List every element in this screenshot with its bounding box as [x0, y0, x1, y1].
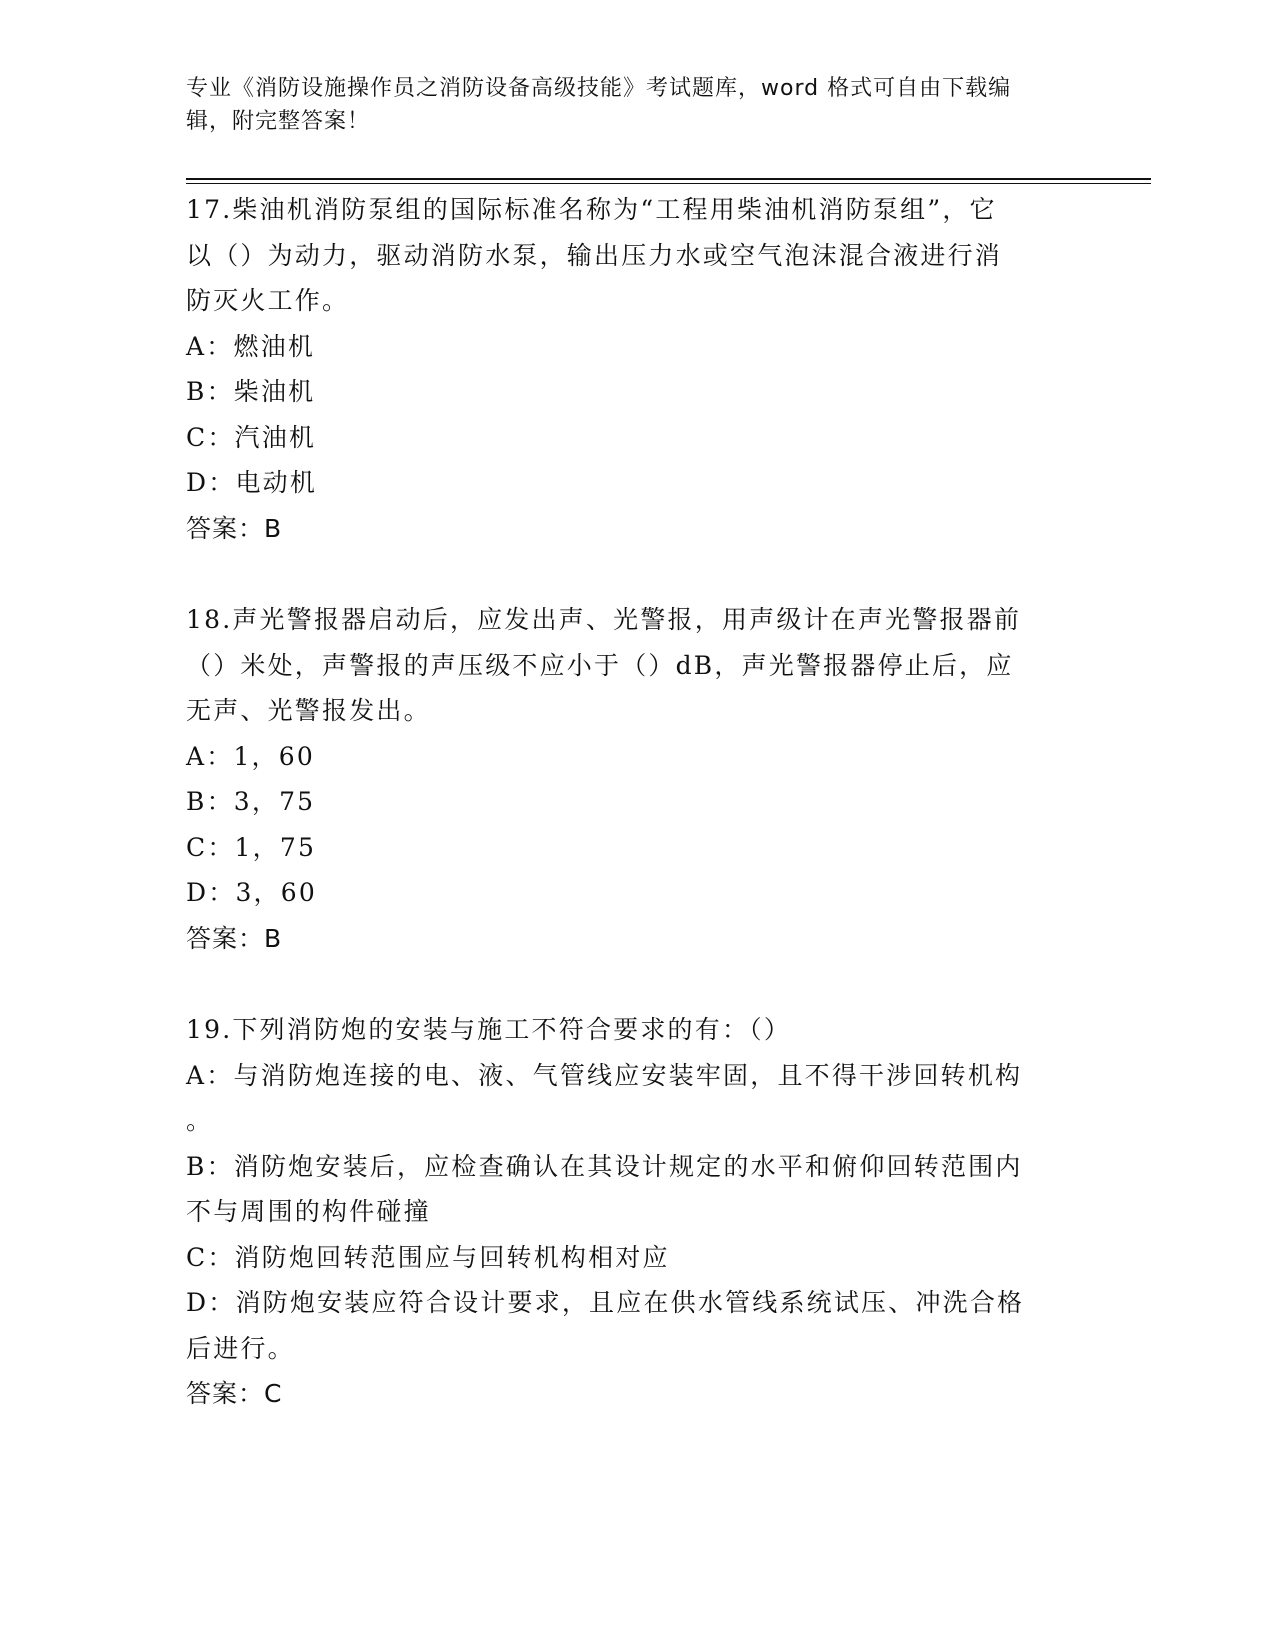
answer-label: 答案：B	[186, 513, 283, 543]
question-stem-line: 以（）为动力，驱动消防水泵，输出压力水或空气泡沫混合液进行消	[186, 240, 1003, 270]
question-spacer	[186, 551, 1076, 597]
question-stem-line: 无声、光警报发出。	[186, 696, 431, 725]
question-stem-line: 18.声光警报器启动后，应发出声、光警报，用声级计在声光警报器前	[186, 605, 1022, 634]
question-spacer	[186, 961, 1076, 1007]
option-a: A：1，60	[186, 741, 315, 771]
answer-label: 答案：B	[186, 923, 283, 953]
header-divider-thin	[186, 183, 1151, 184]
header-line-2: 辑，附完整答案！	[186, 109, 371, 134]
question-17	[186, 187, 1076, 551]
question-stem-line: （）米处，声警报的声压级不应小于（）dB，声光警报器停止后，应	[186, 650, 1014, 680]
option-b-continuation: 不与周围的构件碰撞	[186, 1197, 431, 1226]
document-header	[186, 72, 1066, 138]
option-b: B：柴油机	[186, 377, 316, 406]
option-b: B：消防炮安装后，应检查确认在其设计规定的水平和俯仰回转范围内	[186, 1151, 1023, 1181]
question-stem-line: 17.柴油机消防泵组的国际标准名称为“工程用柴油机消防泵组”，它	[186, 195, 997, 224]
option-a-continuation: 。	[186, 1106, 214, 1135]
option-a: A：与消防炮连接的电、液、气管线应安装牢固，且不得干涉回转机构	[186, 1060, 1023, 1090]
option-b: B：3，75	[186, 787, 316, 816]
option-c: C：消防炮回转范围应与回转机构相对应	[186, 1242, 670, 1272]
question-stem-line: 19.下列消防炮的安装与施工不符合要求的有：（）	[186, 1015, 792, 1044]
option-c: C：汽油机	[186, 422, 317, 452]
option-c: C：1，75	[186, 832, 317, 862]
option-d-continuation: 后进行。	[186, 1333, 295, 1363]
answer-label: 答案：C	[186, 1379, 283, 1408]
question-list	[186, 187, 1076, 1417]
header-divider-thick	[186, 178, 1151, 180]
question-19	[186, 1007, 1076, 1417]
option-d: D：消防炮安装应符合设计要求，且应在供水管线系统试压、冲洗合格	[186, 1288, 1025, 1317]
option-d: D：电动机	[186, 468, 318, 497]
option-a: A：燃油机	[186, 331, 316, 361]
header-line-1: 专业《消防设施操作员之消防设备高级技能》考试题库，word 格式可自由下载编	[186, 76, 1012, 101]
option-d: D：3，60	[186, 878, 317, 907]
question-stem-line: 防灭火工作。	[186, 286, 350, 315]
question-18	[186, 597, 1076, 961]
